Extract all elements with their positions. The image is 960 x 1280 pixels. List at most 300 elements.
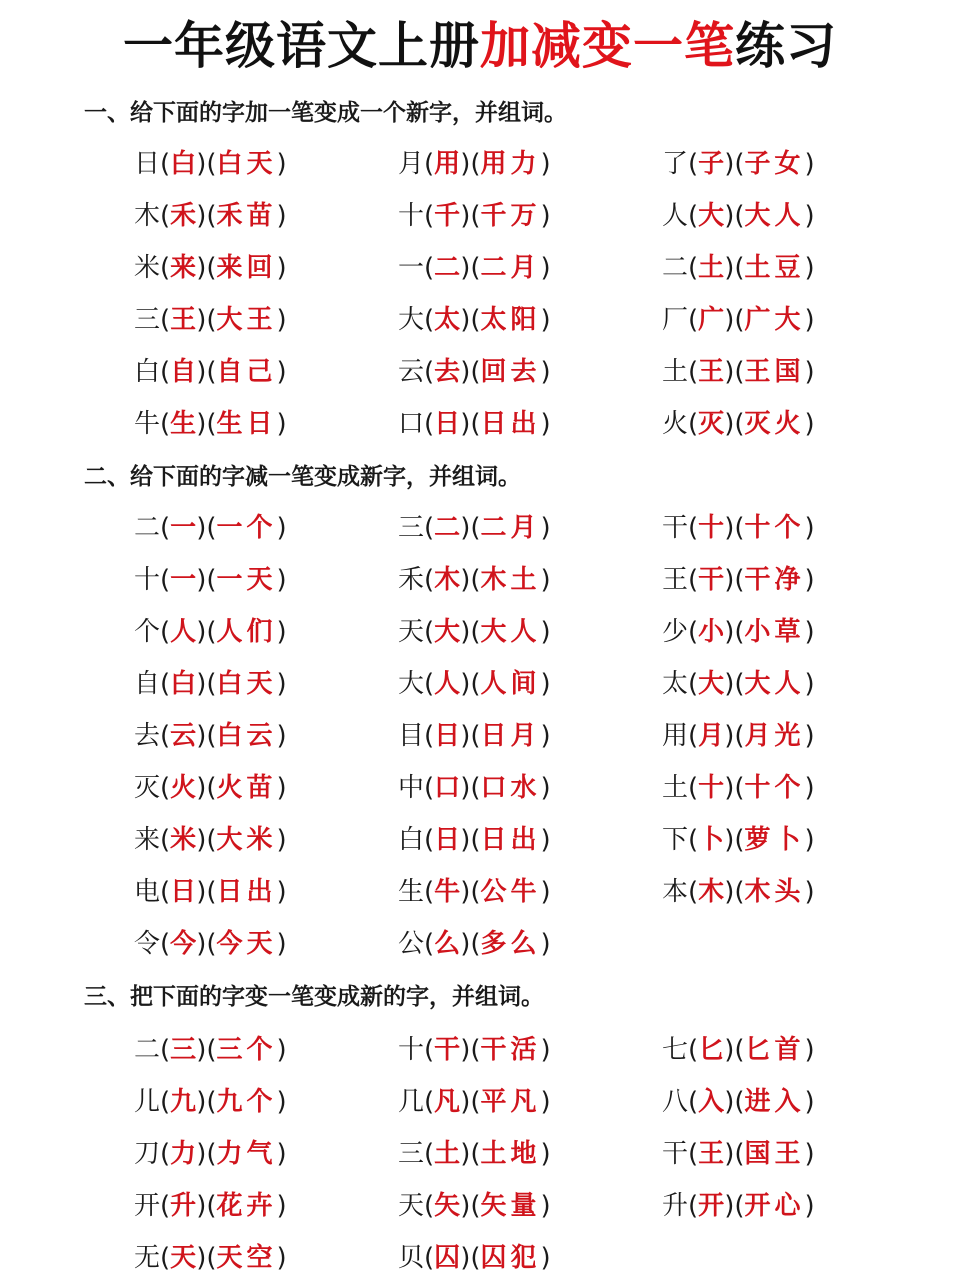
answer-char: 来	[170, 253, 197, 283]
close-paren: )	[540, 357, 551, 387]
close-paren: )(	[460, 1191, 481, 1221]
open-paren: (	[688, 149, 699, 179]
answer-char: 火	[170, 773, 197, 803]
open-paren: (	[424, 669, 435, 699]
open-paren: (	[424, 513, 435, 543]
close-paren: )(	[196, 1087, 217, 1117]
exercise-row	[0, 612, 960, 652]
exercise-item	[398, 820, 551, 860]
close-paren: )(	[196, 825, 217, 855]
close-paren: )	[804, 669, 815, 699]
close-paren: )(	[196, 773, 217, 803]
base-char: 十	[398, 1035, 425, 1065]
exercise-row	[0, 404, 960, 444]
close-paren: )	[540, 149, 551, 179]
close-paren: )(	[196, 409, 217, 439]
answer-char: 生	[170, 409, 197, 439]
answer-word: 土地	[480, 1139, 541, 1169]
answer-char: 凡	[434, 1087, 461, 1117]
answer-word: 日出	[216, 877, 277, 907]
answer-char: 干	[434, 1035, 461, 1065]
close-paren: )(	[724, 1191, 745, 1221]
exercise-item	[398, 300, 551, 340]
answer-char: 三	[170, 1035, 197, 1065]
close-paren: )	[276, 149, 287, 179]
base-char: 升	[662, 1191, 689, 1221]
answer-char: 自	[170, 357, 197, 387]
answer-word: 火苗	[216, 773, 277, 803]
close-paren: )	[804, 253, 815, 283]
base-char: 口	[398, 409, 425, 439]
close-paren: )(	[460, 253, 481, 283]
answer-char: 开	[698, 1191, 725, 1221]
answer-char: 灭	[698, 409, 725, 439]
exercise-row	[0, 1186, 960, 1226]
answer-char: 人	[170, 617, 197, 647]
base-char: 电	[134, 877, 161, 907]
base-char: 八	[662, 1087, 689, 1117]
title-red: 加减变一笔	[480, 17, 735, 75]
exercise-item	[134, 716, 287, 756]
answer-char: 牛	[434, 877, 461, 907]
answer-word: 萝卜	[744, 825, 805, 855]
exercise-item	[398, 1082, 551, 1122]
open-paren: (	[160, 409, 171, 439]
exercise-item	[134, 248, 287, 288]
exercise-item	[398, 508, 551, 548]
answer-word: 人们	[216, 617, 277, 647]
close-paren: )(	[724, 1035, 745, 1065]
open-paren: (	[160, 565, 171, 595]
answer-char: 二	[434, 513, 461, 543]
base-char: 三	[398, 513, 425, 543]
section-heading: 三、把下面的字变一笔变成新的字，并组词。	[84, 984, 544, 1010]
answer-word: 人间	[480, 669, 541, 699]
exercise-item	[662, 612, 815, 652]
answer-char: 二	[434, 253, 461, 283]
close-paren: )(	[196, 929, 217, 959]
exercise-item	[398, 144, 551, 184]
close-paren: )	[276, 305, 287, 335]
answer-word: 口水	[480, 773, 541, 803]
close-paren: )(	[724, 669, 745, 699]
answer-word: 大王	[216, 305, 277, 335]
close-paren: )	[804, 513, 815, 543]
base-char: 来	[134, 825, 161, 855]
close-paren: )	[276, 1243, 287, 1273]
exercise-item	[662, 820, 815, 860]
answer-word: 开心	[744, 1191, 805, 1221]
exercise-item	[662, 716, 815, 756]
exercise-item	[134, 1238, 287, 1278]
close-paren: )(	[196, 1139, 217, 1169]
open-paren: (	[688, 617, 699, 647]
answer-char: 一	[170, 513, 197, 543]
answer-char: 太	[434, 305, 461, 335]
answer-word: 多么	[480, 929, 541, 959]
base-char: 无	[134, 1243, 161, 1273]
close-paren: )(	[460, 1035, 481, 1065]
close-paren: )(	[724, 305, 745, 335]
answer-char: 木	[698, 877, 725, 907]
exercise-item	[662, 1082, 815, 1122]
exercise-row	[0, 248, 960, 288]
exercise-row	[0, 144, 960, 184]
answer-char: 么	[434, 929, 461, 959]
close-paren: )	[804, 773, 815, 803]
close-paren: )	[276, 1191, 287, 1221]
open-paren: (	[688, 1139, 699, 1169]
answer-char: 云	[170, 721, 197, 751]
close-paren: )(	[460, 877, 481, 907]
close-paren: )(	[724, 825, 745, 855]
close-paren: )(	[196, 721, 217, 751]
exercise-item	[134, 768, 287, 808]
close-paren: )	[804, 1139, 815, 1169]
exercise-item	[398, 612, 551, 652]
base-char: 七	[662, 1035, 689, 1065]
close-paren: )(	[196, 149, 217, 179]
exercise-item	[398, 1134, 551, 1174]
answer-char: 去	[434, 357, 461, 387]
close-paren: )(	[460, 929, 481, 959]
close-paren: )	[540, 773, 551, 803]
close-paren: )(	[724, 513, 745, 543]
base-char: 米	[134, 253, 161, 283]
open-paren: (	[160, 513, 171, 543]
answer-word: 一天	[216, 565, 277, 595]
exercise-item	[134, 352, 287, 392]
close-paren: )	[276, 877, 287, 907]
open-paren: (	[424, 825, 435, 855]
title-black: 一年级语文上册	[123, 17, 480, 75]
exercise-item	[134, 924, 287, 964]
exercise-row	[0, 820, 960, 860]
answer-word: 十个	[744, 773, 805, 803]
open-paren: (	[160, 357, 171, 387]
open-paren: (	[160, 617, 171, 647]
base-char: 二	[662, 253, 689, 283]
open-paren: (	[688, 565, 699, 595]
exercise-row	[0, 300, 960, 340]
close-paren: )(	[196, 1191, 217, 1221]
exercise-item	[662, 196, 815, 236]
open-paren: (	[424, 305, 435, 335]
close-paren: )(	[724, 357, 745, 387]
exercise-item	[398, 196, 551, 236]
close-paren: )	[804, 721, 815, 751]
exercise-item	[662, 144, 815, 184]
exercise-item	[398, 352, 551, 392]
base-char: 去	[134, 721, 161, 751]
close-paren: )	[276, 1087, 287, 1117]
base-char: 三	[134, 305, 161, 335]
open-paren: (	[160, 773, 171, 803]
open-paren: (	[688, 773, 699, 803]
answer-word: 生日	[216, 409, 277, 439]
exercise-item	[398, 404, 551, 444]
answer-word: 干净	[744, 565, 805, 595]
exercise-item	[134, 404, 287, 444]
open-paren: (	[688, 305, 699, 335]
close-paren: )(	[196, 1243, 217, 1273]
exercise-item	[134, 508, 287, 548]
base-char: 木	[134, 201, 161, 231]
answer-word: 十个	[744, 513, 805, 543]
open-paren: (	[688, 877, 699, 907]
exercise-item	[134, 612, 287, 652]
answer-word: 千万	[480, 201, 541, 231]
exercise-row	[0, 352, 960, 392]
close-paren: )	[540, 669, 551, 699]
answer-char: 日	[170, 877, 197, 907]
answer-char: 千	[434, 201, 461, 231]
answer-word: 灭火	[744, 409, 805, 439]
answer-char: 大	[698, 201, 725, 231]
open-paren: (	[160, 253, 171, 283]
answer-char: 力	[170, 1139, 197, 1169]
close-paren: )(	[724, 721, 745, 751]
answer-word: 囚犯	[480, 1243, 541, 1273]
exercise-item	[398, 248, 551, 288]
open-paren: (	[160, 1087, 171, 1117]
base-char: 本	[662, 877, 689, 907]
open-paren: (	[160, 1139, 171, 1169]
answer-word: 干活	[480, 1035, 541, 1065]
section-heading: 二、给下面的字减一笔变成新字，并组词。	[84, 464, 521, 490]
open-paren: (	[688, 201, 699, 231]
exercise-item	[662, 300, 815, 340]
answer-word: 禾苗	[216, 201, 277, 231]
answer-char: 矢	[434, 1191, 461, 1221]
base-char: 中	[398, 773, 425, 803]
exercise-row	[0, 196, 960, 236]
open-paren: (	[424, 201, 435, 231]
answer-char: 小	[698, 617, 725, 647]
close-paren: )(	[460, 513, 481, 543]
close-paren: )(	[724, 565, 745, 595]
close-paren: )(	[724, 773, 745, 803]
answer-word: 二月	[480, 513, 541, 543]
open-paren: (	[424, 357, 435, 387]
exercise-item	[662, 508, 815, 548]
close-paren: )(	[196, 877, 217, 907]
answer-char: 日	[434, 721, 461, 751]
close-paren: )(	[196, 357, 217, 387]
open-paren: (	[688, 1087, 699, 1117]
answer-char: 木	[434, 565, 461, 595]
base-char: 少	[662, 617, 689, 647]
answer-word: 太阳	[480, 305, 541, 335]
answer-char: 十	[698, 513, 725, 543]
close-paren: )	[276, 253, 287, 283]
base-char: 自	[134, 669, 161, 699]
answer-word: 二月	[480, 253, 541, 283]
close-paren: )	[276, 721, 287, 751]
answer-word: 今天	[216, 929, 277, 959]
exercise-item	[662, 1134, 815, 1174]
base-char: 刀	[134, 1139, 161, 1169]
answer-word: 大米	[216, 825, 277, 855]
close-paren: )	[276, 565, 287, 595]
open-paren: (	[160, 305, 171, 335]
open-paren: (	[160, 877, 171, 907]
close-paren: )	[540, 721, 551, 751]
open-paren: (	[688, 409, 699, 439]
exercise-row	[0, 1030, 960, 1070]
answer-word: 三个	[216, 1035, 277, 1065]
open-paren: (	[160, 1243, 171, 1273]
answer-word: 来回	[216, 253, 277, 283]
close-paren: )	[540, 1243, 551, 1273]
answer-word: 回去	[480, 357, 541, 387]
answer-char: 干	[698, 565, 725, 595]
base-char: 土	[662, 357, 689, 387]
base-char: 贝	[398, 1243, 425, 1273]
base-char: 大	[398, 669, 425, 699]
close-paren: )(	[460, 149, 481, 179]
close-paren: )	[276, 669, 287, 699]
exercise-row	[0, 716, 960, 756]
open-paren: (	[688, 253, 699, 283]
answer-char: 禾	[170, 201, 197, 231]
exercise-row	[0, 560, 960, 600]
answer-word: 白天	[216, 669, 277, 699]
exercise-item	[662, 768, 815, 808]
answer-char: 今	[170, 929, 197, 959]
close-paren: )	[540, 825, 551, 855]
open-paren: (	[688, 721, 699, 751]
open-paren: (	[424, 565, 435, 595]
close-paren: )	[804, 1191, 815, 1221]
base-char: 公	[398, 929, 425, 959]
open-paren: (	[688, 669, 699, 699]
answer-char: 十	[698, 773, 725, 803]
open-paren: (	[160, 721, 171, 751]
base-char: 大	[398, 305, 425, 335]
answer-word: 力气	[216, 1139, 277, 1169]
exercise-item	[134, 820, 287, 860]
open-paren: (	[160, 1035, 171, 1065]
base-char: 用	[662, 721, 689, 751]
open-paren: (	[424, 409, 435, 439]
answer-char: 白	[170, 149, 197, 179]
answer-word: 公牛	[480, 877, 541, 907]
exercise-item	[662, 248, 815, 288]
close-paren: )(	[460, 409, 481, 439]
exercise-item	[134, 1186, 287, 1226]
base-char: 月	[398, 149, 425, 179]
answer-char: 大	[434, 617, 461, 647]
open-paren: (	[424, 773, 435, 803]
close-paren: )	[540, 1191, 551, 1221]
exercise-item	[662, 352, 815, 392]
answer-char: 土	[434, 1139, 461, 1169]
close-paren: )	[540, 929, 551, 959]
close-paren: )	[276, 357, 287, 387]
exercise-item	[398, 664, 551, 704]
answer-word: 白天	[216, 149, 277, 179]
exercise-row	[0, 664, 960, 704]
close-paren: )	[804, 149, 815, 179]
answer-char: 大	[698, 669, 725, 699]
close-paren: )(	[724, 149, 745, 179]
close-paren: )(	[724, 1139, 745, 1169]
exercise-item	[134, 1082, 287, 1122]
open-paren: (	[424, 1087, 435, 1117]
exercise-item	[134, 144, 287, 184]
close-paren: )(	[460, 305, 481, 335]
exercise-row	[0, 1082, 960, 1122]
answer-char: 王	[698, 1139, 725, 1169]
close-paren: )(	[196, 1035, 217, 1065]
open-paren: (	[424, 149, 435, 179]
base-char: 日	[134, 149, 161, 179]
base-char: 了	[662, 149, 689, 179]
answer-word: 矢量	[480, 1191, 541, 1221]
answer-word: 天空	[216, 1243, 277, 1273]
base-char: 十	[398, 201, 425, 231]
close-paren: )(	[460, 773, 481, 803]
close-paren: )	[276, 513, 287, 543]
close-paren: )	[276, 929, 287, 959]
close-paren: )	[804, 825, 815, 855]
answer-word: 花卉	[216, 1191, 277, 1221]
answer-char: 升	[170, 1191, 197, 1221]
open-paren: (	[424, 877, 435, 907]
close-paren: )	[276, 409, 287, 439]
answer-char: 入	[698, 1087, 725, 1117]
close-paren: )	[540, 409, 551, 439]
close-paren: )(	[460, 565, 481, 595]
close-paren: )	[540, 1139, 551, 1169]
answer-word: 用力	[480, 149, 541, 179]
answer-word: 小草	[744, 617, 805, 647]
close-paren: )	[540, 1087, 551, 1117]
answer-word: 王国	[744, 357, 805, 387]
base-char: 二	[134, 513, 161, 543]
base-char: 干	[662, 513, 689, 543]
exercise-item	[134, 1134, 287, 1174]
page-title	[0, 14, 960, 78]
answer-word: 进入	[744, 1087, 805, 1117]
close-paren: )(	[196, 617, 217, 647]
base-char: 十	[134, 565, 161, 595]
close-paren: )(	[724, 1087, 745, 1117]
close-paren: )(	[196, 305, 217, 335]
close-paren: )	[540, 1035, 551, 1065]
answer-word: 月光	[744, 721, 805, 751]
answer-word: 日出	[480, 825, 541, 855]
close-paren: )(	[460, 201, 481, 231]
close-paren: )	[804, 617, 815, 647]
close-paren: )	[276, 617, 287, 647]
open-paren: (	[424, 1035, 435, 1065]
base-char: 生	[398, 877, 425, 907]
close-paren: )(	[460, 825, 481, 855]
close-paren: )(	[724, 201, 745, 231]
answer-char: 日	[434, 409, 461, 439]
section-heading: 一、给下面的字加一笔变成一个新字，并组词。	[84, 100, 567, 126]
exercise-item	[398, 1030, 551, 1070]
answer-char: 土	[698, 253, 725, 283]
open-paren: (	[424, 721, 435, 751]
answer-char: 匕	[698, 1035, 725, 1065]
open-paren: (	[160, 1191, 171, 1221]
answer-char: 米	[170, 825, 197, 855]
close-paren: )(	[724, 877, 745, 907]
exercise-item	[662, 560, 815, 600]
